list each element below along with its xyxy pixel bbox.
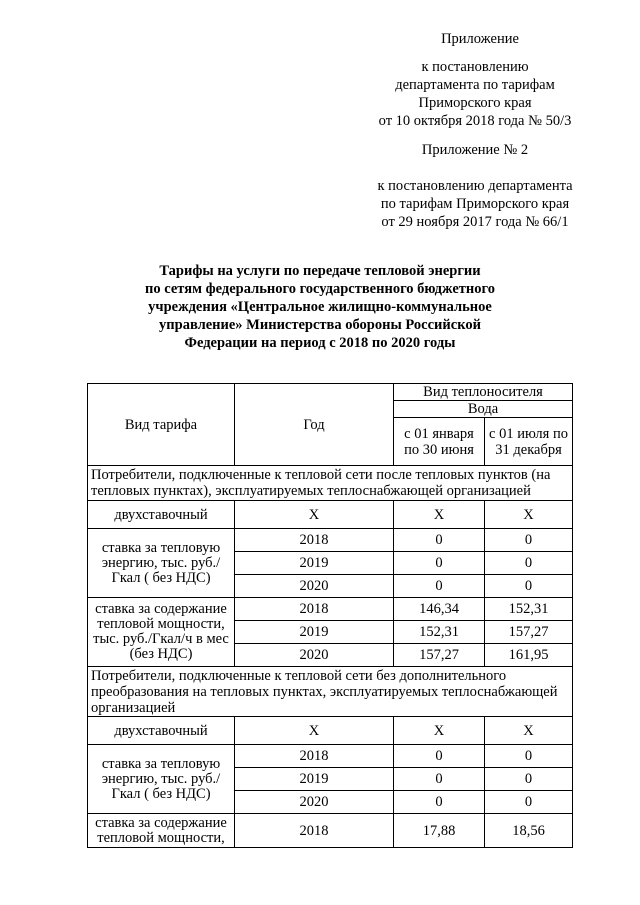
title-line: учреждения «Центральное жилищно-коммунальное	[148, 299, 492, 315]
resolution-line: к постановлению	[421, 59, 529, 75]
header-second-half: с 01 июля по 31 декабря	[485, 418, 573, 466]
group-title: Потребители, подключенные к тепловой сети после тепловых пунктов (на тепловых пунктах), эксплуатируемых теплоснабжающей организацией	[88, 466, 573, 501]
resolution-line: к постановлению департамента	[377, 178, 573, 194]
appendix-label: Приложение	[441, 31, 519, 47]
resolution-reference	[340, 58, 610, 130]
value-first-half: 146,34	[394, 598, 485, 621]
group-row	[88, 466, 573, 501]
year-cell: 2019	[235, 621, 394, 644]
resolution-line: Приморского края	[418, 95, 532, 111]
two-rate-h1: Х	[394, 501, 485, 529]
value-second-half: 0	[485, 575, 573, 598]
table-row	[88, 529, 573, 552]
resolution-line: департамента по тарифам	[395, 77, 555, 93]
energy-rate-label: ставка за тепловую энергию, тыс. руб./Гкал ( без НДС)	[88, 529, 235, 598]
value-second-half: 0	[485, 745, 573, 768]
two-rate-h2: Х	[485, 717, 573, 745]
value-second-half: 161,95	[485, 644, 573, 667]
value-first-half: 17,88	[394, 814, 485, 848]
year-cell: 2018	[235, 814, 394, 848]
group-title: Потребители, подключенные к тепловой сети без дополнительного преобразования на тепловых пунктах, эксплуатируемых теплоснабжающей организацией	[88, 667, 573, 717]
table-row	[88, 814, 573, 848]
value-second-half: 0	[485, 791, 573, 814]
title-line: управление» Министерства обороны Российской	[159, 317, 481, 333]
value-first-half: 0	[394, 575, 485, 598]
two-rate-h2: Х	[485, 501, 573, 529]
value-first-half: 152,31	[394, 621, 485, 644]
year-cell: 2018	[235, 598, 394, 621]
two-rate-year: Х	[235, 717, 394, 745]
two-rate-label: двухставочный	[88, 501, 235, 529]
value-first-half: 157,27	[394, 644, 485, 667]
year-cell: 2018	[235, 745, 394, 768]
resolution-line: по тарифам Приморского края	[380, 196, 570, 212]
title-line: Тарифы на услуги по передаче тепловой энергии	[159, 263, 481, 279]
value-first-half: 0	[394, 529, 485, 552]
header-first-half: с 01 января по 30 июня	[394, 418, 485, 466]
appendix2-label: Приложение № 2	[421, 142, 529, 158]
two-rate-h1: Х	[394, 717, 485, 745]
energy-rate-label: ставка за тепловую энергию, тыс. руб./Гкал ( без НДС)	[88, 745, 235, 814]
header-tariff-type: Вид тарифа	[88, 384, 235, 466]
value-second-half: 157,27	[485, 621, 573, 644]
value-second-half: 0	[485, 768, 573, 791]
table-row	[88, 717, 573, 745]
year-cell: 2020	[235, 791, 394, 814]
value-second-half: 0	[485, 552, 573, 575]
value-first-half: 0	[394, 768, 485, 791]
year-cell: 2020	[235, 575, 394, 598]
capacity-rate-label: ставка за содержание тепловой мощности, тыс. руб./Гкал/ч в мес (без НДС)	[88, 598, 235, 667]
year-cell: 2020	[235, 644, 394, 667]
value-first-half: 0	[394, 552, 485, 575]
title-line: Федерации на период с 2018 по 2020 годы	[184, 335, 456, 351]
resolution2-reference	[340, 177, 610, 231]
value-first-half: 0	[394, 791, 485, 814]
table-row	[88, 501, 573, 529]
value-second-half: 0	[485, 529, 573, 552]
year-cell: 2018	[235, 529, 394, 552]
table-row	[88, 745, 573, 768]
value-second-half: 18,56	[485, 814, 573, 848]
year-cell: 2019	[235, 768, 394, 791]
title-line: по сетям федерального государственного бюджетного	[145, 281, 495, 297]
resolution-line: от 29 ноября 2017 года № 66/1	[381, 214, 569, 230]
group-row	[88, 667, 573, 717]
year-cell: 2019	[235, 552, 394, 575]
table-row	[88, 598, 573, 621]
tariff-table	[87, 383, 573, 848]
header-year: Год	[235, 384, 394, 466]
value-second-half: 152,31	[485, 598, 573, 621]
two-rate-year: Х	[235, 501, 394, 529]
value-first-half: 0	[394, 745, 485, 768]
header-carrier: Вид теплоносителя	[394, 384, 573, 401]
document-title	[110, 262, 530, 352]
capacity-rate-label: ставка за содержание тепловой мощности,	[88, 814, 235, 848]
two-rate-label: двухставочный	[88, 717, 235, 745]
resolution-line: от 10 октября 2018 года № 50/3	[378, 113, 572, 129]
header-water: Вода	[394, 401, 573, 418]
